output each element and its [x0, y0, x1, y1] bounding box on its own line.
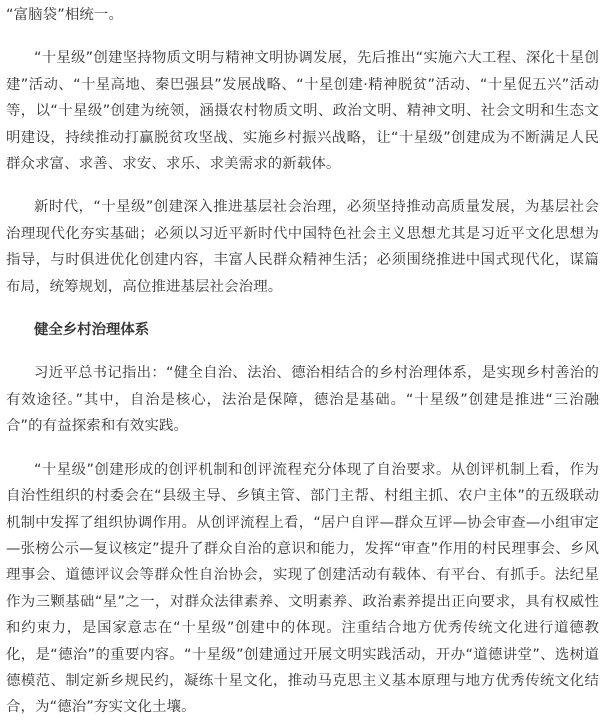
paragraph-material-spiritual: “十星级”创建坚持物质文明与精神文明协调发展，先后推出“实施六大工程、深化十星创建”活动、“十星高地、秦巴强县”发展战略、“十星创建·精神脱贫”活动、“十星促五兴”活动等，以“十星级”创建为统领，涵摄农村物质文明、政治文明、精神文明、社会文明和生态文明建设，持续推动打赢脱贫攻坚战、实施乡村振兴战略，让“十星级”创建成为不断满足人民群众求富、求善、求安、求乐、求美需求的新载体。	[6, 50, 599, 173]
section-heading: 健全乡村治理体系	[34, 322, 150, 339]
article-body	[0, 2, 605, 720]
paragraph-new-era: 新时代，“十星级”创建深入推进基层社会治理，必须坚持推动高质量发展，为基层社会治理现代化夯实基础；必须以习近平新时代中国特色社会主义思想尤其是习近平文化思想为指导，与时俱进优化创建内容，丰富人民群众精神生活；必须围绕推进中国式现代化，谋篇布局，统筹规划，高位推进基层社会治理。	[6, 199, 599, 295]
paragraph-xi-quote: 习近平总书记指出：“健全自治、法治、德治相结合的乡村治理体系，是实现乡村善治的有效途径。”其中，自治是核心，法治是保障，德治是基础。“十星级”创建是推进“三治融合”的有益探索和有效实践。	[6, 365, 599, 435]
paragraph-intro-tail: “富脑袋”相统一。	[6, 7, 123, 23]
paragraph-self-governance: “十星级”创建形成的创评机制和创评流程充分体现了自治要求。从创评机制上看，作为自治性组织的村委会在“县级主导、乡镇主管、部门主帮、村组主抓、农户主体”的五级联动机制中发挥了组织协调作用。从创评流程上看，“居户自评—群众互评—协会审查—小组审定—张榜公示—复议核定”提升了群众自治的意识和能力，发挥“审查”作用的村民理事会、乡风理事会、道德评议会等群众性自治协会，实现了创建活动有载体、有平台、有抓手。法纪星作为三颗基础“星”之一，对群众法律素养、文明素养、政治素养提出正向要求，具有权威性和约束力，是国家意志在“十星级”创建中的体现。注重结合地方优秀传统文化进行道德教化，是“德治”的重要内容。“十星级”创建通过开展文明实践活动，开办“道德讲堂”、选树道德模范、制定新乡规民约，凝练十星文化，推动马克思主义基本原理与地方优秀传统文化结合，为“德治”夯实文化土壤。	[6, 461, 599, 716]
